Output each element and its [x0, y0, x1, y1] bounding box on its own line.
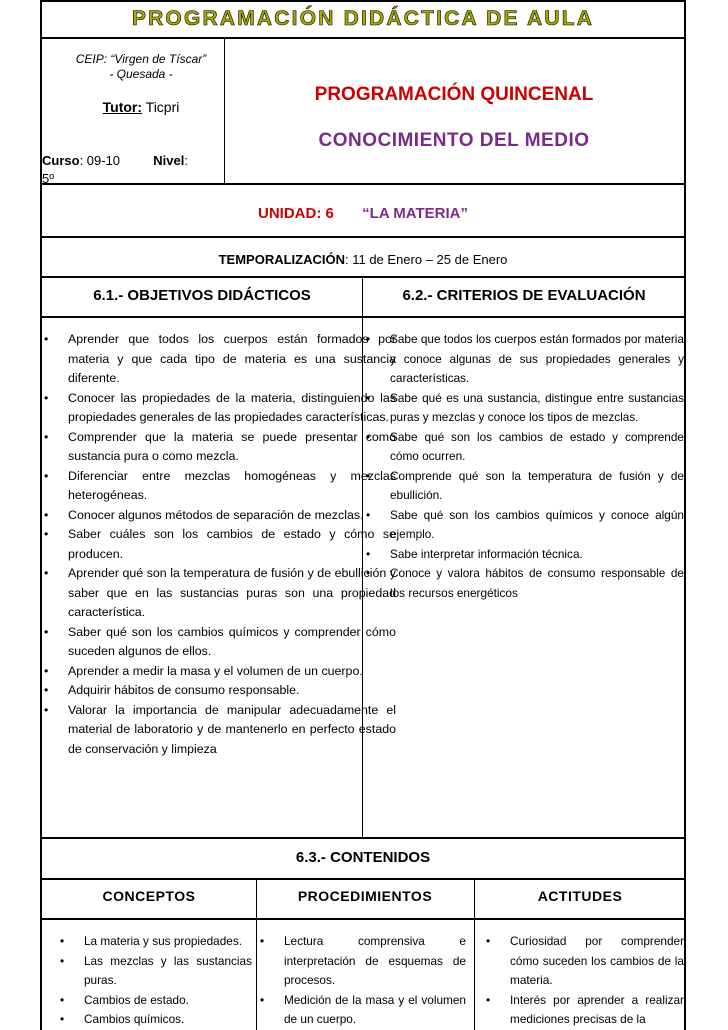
document-title: PROGRAMACIÓN DIDÁCTICA DE AULA — [131, 7, 595, 30]
list-item: • Saber cuáles son los cambios de estado y cómo se producen. — [42, 525, 396, 564]
list-item: • Diferenciar entre mezclas homogéneas y mezclas heterogéneas. — [42, 467, 396, 506]
unit-name: “LA MATERIA” — [362, 205, 468, 222]
school-town: - Quesada - — [109, 67, 173, 81]
list-item: • Saber qué son los cambios químicos y comprender cómo suceden algunos de ellos. — [42, 623, 396, 662]
list-item: • Conocer algunos métodos de separación de mezclas. — [42, 506, 396, 526]
list-item: • Valorar la importancia de manipular adecuadamente el material de laboratorio y de mantenerlo en perfecto estado de conservación y limpieza — [42, 701, 396, 760]
tutor-label: Tutor: — [102, 99, 143, 115]
row-divider — [42, 918, 684, 920]
row-divider — [42, 316, 684, 318]
area-title: CONOCIMIENTO DEL MEDIO — [318, 130, 590, 151]
list-item: • Comprende qué son la temperatura de fusión y de ebullición. — [364, 467, 684, 506]
conceptos-heading: CONCEPTOS — [102, 888, 196, 904]
actitudes-heading: ACTITUDES — [537, 888, 623, 904]
course-info — [42, 152, 227, 188]
temporalizacion-label: TEMPORALIZACIÓN — [218, 252, 345, 267]
actitudes-list — [484, 932, 684, 1030]
objetivos-list — [42, 330, 396, 759]
list-item: • Interés por aprender a realizar mediciones precisas de la — [484, 991, 684, 1030]
curso-value: : 09-10 — [79, 153, 121, 168]
list-item: • Lectura comprensiva e interpretación de esquemas de procesos. — [258, 932, 466, 991]
programacion-title: PROGRAMACIÓN QUINCENAL — [314, 84, 594, 105]
contenidos-heading: 6.3.- CONTENIDOS — [295, 849, 431, 866]
list-item: • Aprender qué son la temperatura de fusión y de ebullición y saber que en las sustancias puras son una propiedad característica. — [42, 564, 396, 623]
tutor-info — [52, 99, 230, 115]
list-item: • La materia y sus propiedades. — [58, 932, 252, 952]
list-item: • Comprender que la materia se puede presentar como sustancia pura o como mezcla. — [42, 428, 396, 467]
unit-label: UNIDAD: 6 — [257, 205, 334, 222]
temporalizacion — [42, 252, 684, 267]
nivel-value: : — [184, 153, 188, 168]
conceptos-list — [58, 932, 252, 1030]
list-item: • Conoce y valora hábitos de consumo responsable de los recursos energéticos — [364, 564, 684, 603]
row-divider — [42, 878, 684, 880]
row-divider — [42, 276, 684, 278]
list-item: • Medición de la masa y el volumen de un cuerpo. — [258, 991, 466, 1030]
school-info — [52, 52, 230, 82]
temporalizacion-value: : 11 de Enero – 25 de Enero — [345, 252, 508, 267]
procedimientos-list — [258, 932, 466, 1030]
list-item: • Aprender a medir la masa y el volumen de un cuerpo. — [42, 662, 396, 682]
curso-label: Curso — [42, 153, 80, 168]
list-item: • Sabe que todos los cuerpos están formados por materia y conoce algunas de sus propiedades generales y características. — [364, 330, 684, 389]
list-item: • Sabe qué es una sustancia, distingue entre sustancias puras y mezclas y conoce los tipos de mezclas. — [364, 389, 684, 428]
list-item: • Cambios de estado. — [58, 991, 252, 1011]
row-divider — [42, 37, 684, 39]
criterios-heading: 6.2.- CRITERIOS DE EVALUACIÓN — [402, 287, 646, 304]
document-page — [40, 0, 686, 1030]
list-item: • Sabe qué son los cambios de estado y comprende cómo ocurren. — [364, 428, 684, 467]
list-item: • Conocer las propiedades de la materia, distinguiendo las propiedades generales de las propiedades características. — [42, 389, 396, 428]
procedimientos-heading: PROCEDIMIENTOS — [297, 888, 433, 904]
objetivos-heading: 6.1.- OBJETIVOS DIDÁCTICOS — [93, 287, 311, 304]
row-divider — [42, 236, 684, 238]
nivel-label: Nivel — [153, 153, 185, 168]
school-name: CEIP: “Virgen de Tíscar” — [75, 52, 207, 66]
tutor-value: Ticpri — [145, 99, 180, 115]
list-item: • Aprender que todos los cuerpos están formados por materia y que cada tipo de materia es una sustancia diferente. — [42, 330, 396, 389]
list-item: • Las mezclas y las sustancias puras. — [58, 952, 252, 991]
list-item: • Curiosidad por comprender cómo suceden los cambios de la materia. — [484, 932, 684, 991]
row-divider — [42, 837, 684, 839]
nivel-number: 5º — [42, 171, 54, 186]
table-border-top — [42, 0, 684, 2]
list-item: • Cambios químicos. — [58, 1010, 252, 1030]
list-item: • Adquirir hábitos de consumo responsable. — [42, 681, 396, 701]
criterios-list — [364, 330, 684, 603]
list-item: • Sabe qué son los cambios químicos y conoce algún ejemplo. — [364, 506, 684, 545]
list-item: • Sabe interpretar información técnica. — [364, 545, 684, 565]
unit-heading — [42, 205, 684, 222]
